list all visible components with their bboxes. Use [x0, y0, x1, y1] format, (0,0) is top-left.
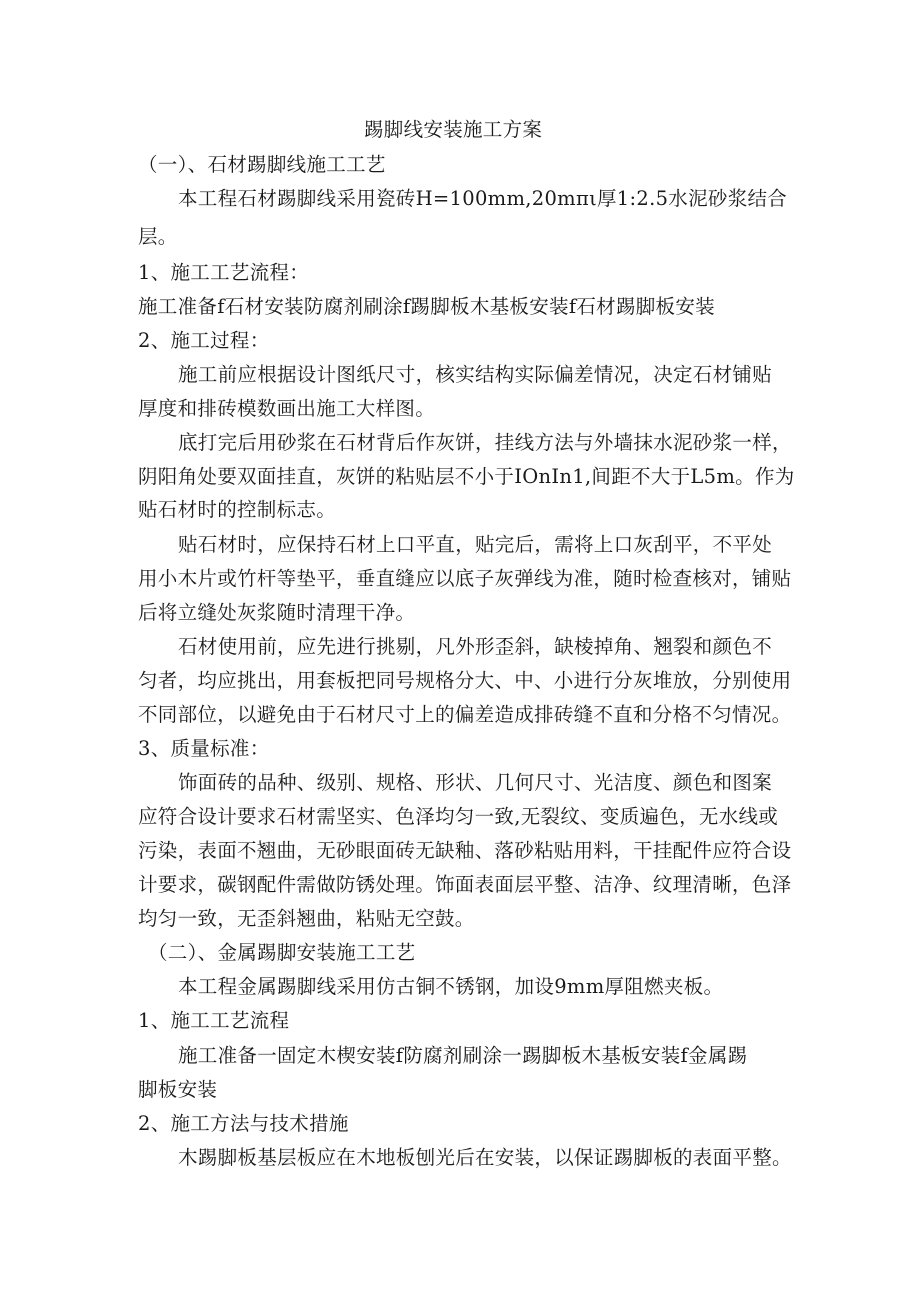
paragraph-line: 层。 — [138, 225, 178, 248]
paragraph-line: 本工程石材踢脚线采用瓷砖H=100mm,20mπι厚1:2.5水泥砂浆结合 — [178, 187, 788, 210]
subsection-heading: 1、施工工艺流程 — [138, 1009, 290, 1032]
paragraph-line: 厚度和排砖模数画出施工大样图。 — [138, 397, 436, 420]
paragraph-line: 石材使用前，应先进行挑剔，凡外形歪斜，缺棱掉角、翘裂和颜色不 — [178, 635, 773, 658]
paragraph-line: 饰面砖的品种、级别、规格、形状、几何尺寸、光洁度、颜色和图案 — [178, 771, 773, 794]
paragraph-line: 应符合设计要求石材需坚实、色泽均匀一致,无裂纹、变质遍色，无水线或 — [138, 805, 779, 828]
paragraph-line: 木踢脚板基层板应在木地板刨光后在安装，以保证踢脚板的表面平整。 — [178, 1146, 792, 1169]
section2-heading: （二）、金属踢脚安装施工工艺 — [148, 941, 416, 964]
section1-heading: （一）、石材踢脚线施工工艺 — [138, 153, 386, 176]
paragraph-line: 后将立缝处灰浆随时清理干净。 — [138, 601, 416, 624]
paragraph-line: 底打完后用砂浆在石材背后作灰饼，挂线方法与外墙抹水泥砂浆一样， — [178, 431, 792, 454]
process-flow: 脚板安装 — [138, 1078, 218, 1101]
process-flow: 施工准备一固定木楔安装f防腐剂刷涂一踢脚板木基板安装f金属踢 — [178, 1044, 748, 1067]
paragraph-line: 不同部位，以避免由于石材尺寸上的偏差造成排砖缝不直和分格不匀情况。 — [138, 703, 792, 726]
process-flow: 施工准备f石材安装防腐剂刷涂f踢脚板木基板安装f石材踢脚板安装 — [138, 295, 715, 318]
subsection-heading: 3、质量标准： — [138, 737, 270, 760]
paragraph-line: 匀者，均应挑出，用套板把同号规格分大、中、小进行分灰堆放，分别使用 — [138, 669, 792, 692]
document-title: 踢脚线安装施工方案 — [364, 118, 543, 141]
subsection-heading: 1、施工工艺流程： — [138, 261, 310, 284]
paragraph-line: 贴石材时，应保持石材上口平直，贴完后，需将上口灰刮平，不平处 — [178, 533, 773, 556]
subsection-heading: 2、施工过程： — [138, 329, 270, 352]
paragraph-line: 用小木片或竹杆等垫平，垂直缝应以底子灰弹线为准，随时检查核对，铺贴 — [138, 567, 792, 590]
paragraph-line: 污染，表面不翘曲，无砂眼面砖无缺釉、落砂粘贴用料，干挂配件应符合设 — [138, 839, 792, 862]
paragraph-line: 阴阳角处要双面挂直，灰饼的粘贴层不小于IOnIn1,间距不大于L5m。作为 — [138, 465, 795, 488]
paragraph-line: 计要求，碳钢配件需做防锈处理。饰面表面层平整、洁净、纹理清晰，色泽 — [138, 873, 792, 896]
paragraph-line: 本工程金属踢脚线采用仿古铜不锈钢，加设9mm厚阻燃夹板。 — [178, 975, 724, 998]
paragraph-line: 施工前应根据设计图纸尺寸，核实结构实际偏差情况，决定石材铺贴 — [178, 363, 773, 386]
paragraph-line: 均匀一致，无歪斜翘曲，粘贴无空鼓。 — [138, 907, 475, 930]
subsection-heading: 2、施工方法与技术措施 — [138, 1112, 349, 1135]
paragraph-line: 贴石材时的控制标志。 — [138, 498, 337, 521]
